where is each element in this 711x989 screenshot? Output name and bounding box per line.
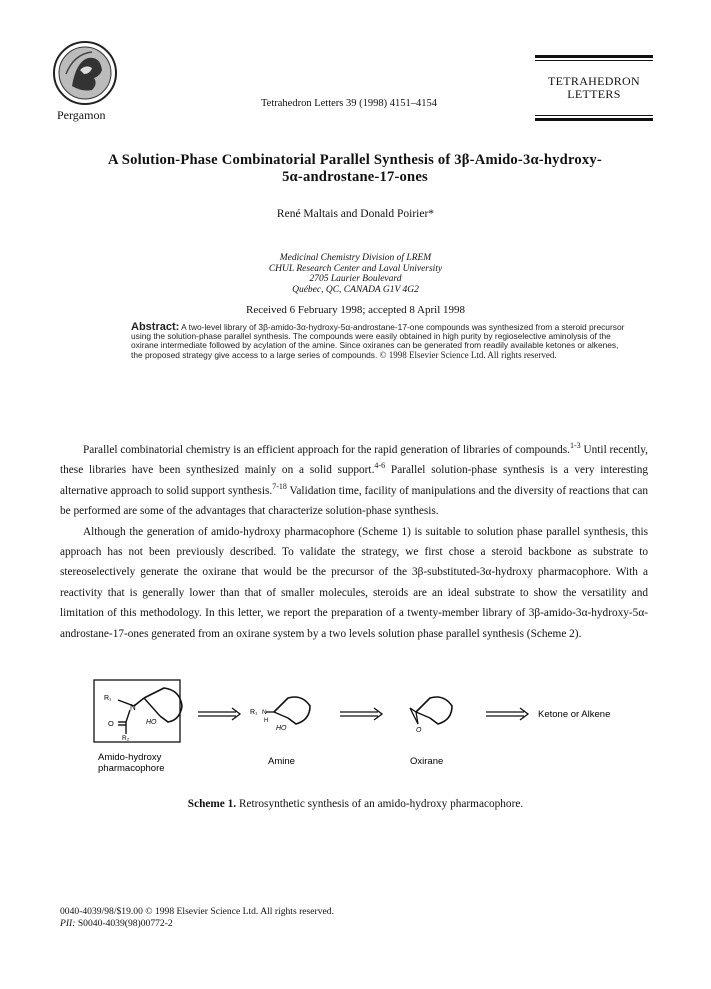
- brand-rule-top-thin: [535, 60, 653, 61]
- amine-r1: R₁: [250, 709, 258, 716]
- amine-n: N: [262, 709, 267, 716]
- amine-ho: HO: [276, 725, 287, 732]
- affiliation-line: 2705 Laurier Boulevard: [309, 274, 402, 284]
- citation-ref: 4-6: [374, 461, 386, 471]
- abstract-text: A two-level library of 3β-amido-3α-hydroxy-5α-androstane-17-one compounds was synthesized from a steroid precursor using the solution-phase parallel synthesis. The compounds were easily obtained in high purity by regioselective aminolysis of the oxirane intermediate followed by acylation of the amine. Since oxiranes can be generated from readily available ketones or alkenes, the proposed strategy give access to a large series of compounds.: [131, 322, 625, 360]
- footer-pii: [60, 918, 334, 930]
- label-amido-1: Amido-hydroxy: [98, 752, 162, 763]
- affiliation-line: Medicinal Chemistry Division of LREM: [279, 253, 432, 263]
- footer-issn: 0040-4039/98/$19.00 © 1998 Elsevier Science Ltd. All rights reserved.: [60, 906, 334, 917]
- abstract-copyright: © 1998 Elsevier Science Ltd. All rights reserved.: [379, 349, 557, 360]
- oxirane-o: O: [416, 727, 422, 734]
- affiliation: [0, 253, 711, 295]
- brand-line-2: LETTERS: [567, 87, 621, 101]
- atom-r2: R₂: [122, 735, 130, 742]
- scheme-caption-label: Scheme 1.: [187, 798, 237, 810]
- paragraph-1: [60, 440, 648, 522]
- paragraph-1-part: Parallel solution-phase synthesis is a very interesting alternative approach to solid support synthesis.: [60, 464, 648, 497]
- title-line-2: 5α-androstane-17-ones: [282, 169, 428, 185]
- title-line-1: A Solution-Phase Combinatorial Parallel Synthesis of 3β-Amido-3α-hydroxy-: [108, 152, 602, 168]
- received-dates: Received 6 February 1998; accepted 8 April 1998: [245, 304, 466, 316]
- journal-brand: [535, 55, 653, 121]
- journal-reference: Tetrahedron Letters 39 (1998) 4151–4154: [261, 98, 437, 109]
- pii-label: PII:: [60, 918, 76, 929]
- brand-rule-top: [535, 55, 653, 58]
- label-amido-2: pharmacophore: [98, 763, 165, 774]
- affiliation-line: CHUL Research Center and Laval University: [268, 263, 443, 274]
- paragraph-1-part: Until recently, these libraries have been synthesized mainly on a solid support.: [60, 444, 648, 477]
- citation-ref: 1-3: [569, 441, 581, 451]
- pii-value: S0040-4039(98)00772-2: [75, 918, 173, 929]
- amine-structure: [250, 697, 310, 732]
- authors: René Maltais and Donald Poirier*: [276, 208, 435, 220]
- scheme-caption: [0, 798, 711, 810]
- atom-ho: HO: [146, 719, 157, 726]
- scheme-1-diagram: [88, 676, 648, 781]
- atom-o: O: [108, 719, 114, 728]
- brand-rule-bottom: [535, 118, 653, 121]
- affiliation-line: Québec, QC, CANADA G1V 4G2: [292, 284, 419, 295]
- atom-n: N: [130, 703, 136, 712]
- label-ketone: Ketone or Alkene: [538, 709, 611, 720]
- citation-ref: 7-18: [272, 482, 287, 492]
- abstract: [131, 323, 631, 360]
- paragraph-1-part: Parallel combinatorial chemistry is an efficient approach for the rapid generation of libraries of compounds.: [83, 444, 570, 456]
- retro-arrow-2: [340, 708, 382, 720]
- label-amine: Amine: [268, 756, 295, 767]
- retro-arrow-1: [198, 708, 240, 720]
- publisher-name: Pergamon: [57, 108, 106, 122]
- brand-rule-bottom-thin: [535, 115, 653, 116]
- atom-r1: R₁: [104, 695, 112, 702]
- oxirane-structure: [410, 697, 452, 734]
- paragraph-2: Although the generation of amido-hydroxy pharmacophore (Scheme 1) is suitable to solution phase parallel synthesis, this approach has not been previously described. To validate the strategy, we first chose a steroid backbone as substrate to stereoselectively generate the oxirane that would be the precursor of the 3β-substituted-3α-hydroxy pharmacophore. With a reactivity that is generally lower than that of smaller molecules, steroids are an ideal substrate to show the versatility and limitation of this methodology. In this letter, we report the preparation of a twenty-member library of 3β-amido-3α-hydroxy-5α-androstane-17-ones generated from an oxirane system by a two levels solution phase parallel synthesis (Scheme 2).: [60, 525, 648, 640]
- scheme-caption-text: Retrosynthetic synthesis of an amido-hydroxy pharmacophore.: [236, 798, 524, 810]
- brand-line-1: TETRAHEDRON: [548, 74, 640, 88]
- footer: [60, 906, 334, 930]
- body-text: [60, 440, 648, 644]
- label-oxirane: Oxirane: [410, 756, 444, 767]
- paragraph-1-part: Validation time, facility of manipulations and the diversity of reactions that can be performed are some of the advantages that characterize solution-phase synthesis.: [60, 484, 648, 518]
- article-title: [60, 152, 650, 186]
- abstract-label: Abstract:: [131, 321, 180, 333]
- retro-arrow-3: [486, 708, 528, 720]
- elsevier-tree-logo-icon: [52, 40, 118, 106]
- amine-h: H: [264, 718, 269, 724]
